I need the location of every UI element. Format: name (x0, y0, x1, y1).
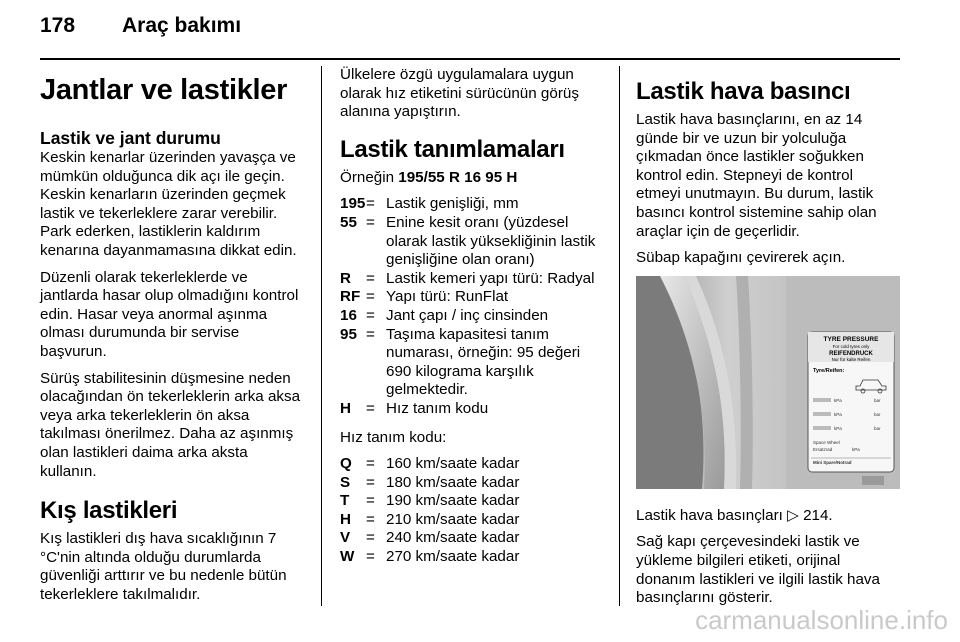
column-3 (636, 66, 900, 616)
def-eq: = (366, 325, 375, 343)
paragraph-with-reference (636, 507, 900, 526)
speed-eq: = (366, 529, 375, 547)
def-desc: Lastik kemeri yapı türü: Radyal (386, 269, 595, 287)
definition-row (340, 270, 602, 289)
def-eq: = (366, 306, 375, 324)
paragraph: Sürüş stabilitesinin düşmesine neden olacağından ön tekerleklerin arka aksa veya arka tekerleklerin ön aksa takılması önerilmez. Daha az aşınmış olan lastikleri daima arka aksta kullanın. (40, 369, 301, 480)
speed-eq: = (366, 510, 375, 528)
def-eq: = (366, 213, 375, 231)
column-divider (321, 66, 322, 606)
speed-term: V (340, 529, 351, 547)
section-heading: Kış lastikleri (40, 497, 178, 525)
speed-term: W (340, 548, 355, 566)
def-term: 195 (340, 195, 366, 213)
def-term: 95 (340, 325, 357, 343)
header-rule (40, 58, 900, 60)
speed-eq: = (366, 548, 375, 566)
speed-desc: 270 km/saate kadar (386, 548, 520, 566)
paragraph: Lastik hava basınçlarını, en az 14 günde bir ve uzun bir yolculuğa çıkmadan önce lastikler soğukken kontrol edin. Stepneyi de kontrol etmeyi unutmayın. Bu durum, lastik basıncı kontrol sistemine sahip olan araçlar için de geçerlidir. (636, 111, 877, 240)
def-desc: Yapı türü: RunFlat (386, 288, 509, 306)
label-unit2: bar (874, 411, 881, 417)
column-divider (619, 66, 620, 606)
label-line5: Tyre/Reifen: (813, 367, 845, 374)
example-code: 195/55 R 16 95 H (398, 168, 518, 186)
def-desc: Hız tanım kodu (386, 399, 489, 417)
definition-row (340, 195, 602, 214)
page-header (40, 14, 241, 38)
paragraph: Ülkelere özgü uygulamalara uygun olarak hız etiketini sürücünün görüş alanına yapıştırın. (340, 66, 579, 121)
column-2 (340, 66, 602, 577)
speed-desc: 180 km/saate kadar (386, 473, 520, 491)
speed-row (340, 529, 602, 548)
speed-eq: = (366, 492, 375, 510)
subsection-heading: Lastik ve jant durumu (40, 128, 221, 148)
speed-term: S (340, 473, 351, 491)
speed-term: T (340, 492, 350, 510)
def-eq: = (366, 195, 375, 213)
ref-text: Lastik hava basınçları (636, 506, 783, 524)
speed-code-label: Hız tanım kodu: (340, 428, 447, 446)
speed-term: H (340, 510, 351, 528)
reference-arrow-icon: ▷ (787, 506, 799, 524)
speed-row (340, 492, 602, 511)
speed-desc: 160 km/saate kadar (386, 455, 520, 473)
label-unit2: bar (874, 397, 881, 403)
paragraph: Kış lastikleri dış hava sıcaklığının 7 °C'nin altında olduğu durumlarda güvenliği arttırır ve bu nedenle bütün tekerleklere takılmalıdır. (40, 530, 287, 603)
label-line1: TYRE PRESSURE (823, 335, 879, 343)
definition-row (340, 400, 602, 419)
speed-row (340, 474, 602, 493)
def-term: R (340, 269, 351, 287)
label-unit: kPa (852, 446, 860, 452)
label-line3: REIFENDRUCK (829, 350, 873, 357)
label-unit: kPa (834, 397, 842, 403)
paragraph: Keskin kenarlar üzerinden yavaşça ve mümkün olduğunca dik açı ile geçin. Keskin kenarların üzerinden geçmek lastik ve tekerleklere zarar verebilir. Park ederken, lastiklerin kaldırım kenarına dayanmamasına dikkat edin. (40, 149, 297, 259)
paragraph: Sübap kapağını çevirerek açın. (636, 249, 846, 267)
def-desc: Lastik genişliği, mm (386, 195, 519, 213)
speed-row (340, 511, 602, 530)
section-title: Jantlar ve lastikler (40, 74, 288, 106)
def-eq: = (366, 269, 375, 287)
page-number: 178 (40, 14, 76, 37)
definition-row (340, 214, 602, 270)
page-reference-link[interactable]: 214. (803, 506, 833, 524)
def-term: H (340, 399, 351, 417)
speed-eq: = (366, 473, 375, 491)
def-term: 55 (340, 213, 357, 231)
example-label: Örneğin (340, 168, 395, 186)
definition-row (340, 288, 602, 307)
label-spare1: Space Wheel (813, 439, 840, 445)
speed-term: Q (340, 455, 352, 473)
column-1 (40, 66, 304, 612)
def-desc: Taşıma kapasitesi tanım numarası, örneğin: 95 değeri 690 kilograma karşılık gelmektedir. (386, 325, 581, 399)
def-desc: Jant çapı / inç cinsinden (386, 306, 549, 324)
def-term: 16 (340, 306, 357, 324)
speed-desc: 240 km/saate kadar (386, 529, 520, 547)
tyre-pressure-label-photo (636, 276, 900, 489)
def-eq: = (366, 399, 375, 417)
label-spare2: Ersatzrad (813, 446, 833, 452)
definition-list (340, 195, 602, 418)
chapter-title: Araç bakımı (122, 14, 242, 37)
speed-eq: = (366, 455, 375, 473)
paragraph: Düzenli olarak tekerleklerde ve jantlarda hasar olup olmadığını kontrol edin. Hasar veya anormal aşınma olması durumunda bir servise başvurun. (40, 268, 299, 360)
speed-desc: 210 km/saate kadar (386, 510, 520, 528)
paragraph: Sağ kapı çerçevesindeki lastik ve yükleme bilgileri etiketi, orijinal donanım lastikleri ve ilgili lastik hava basınçlarını gösterir. (636, 533, 880, 607)
label-line2: For cold tyres only (832, 343, 870, 349)
section-heading: Lastik tanımlamaları (340, 135, 565, 163)
definition-row (340, 326, 602, 400)
speed-code-list (340, 455, 602, 567)
def-desc: Enine kesit oranı (yüzdesel olarak lastik yüksekliğinin lastik genişliğine olan oranı) (386, 213, 596, 269)
def-term: RF (340, 288, 361, 306)
label-spare3: Mini Spare/Notrad (813, 459, 852, 465)
speed-row (340, 548, 602, 567)
def-eq: = (366, 288, 375, 306)
label-unit2: bar (874, 425, 881, 431)
watermark: carmanualsonline.info (695, 605, 948, 635)
label-unit: kPa (834, 425, 842, 431)
speed-row (340, 455, 602, 474)
example-line (340, 169, 602, 188)
definition-row (340, 307, 602, 326)
speed-desc: 190 km/saate kadar (386, 492, 520, 510)
label-line4: Nur für kalte Reifen (831, 356, 871, 362)
section-heading: Lastik hava basıncı (636, 78, 851, 105)
label-unit: kPa (834, 411, 842, 417)
